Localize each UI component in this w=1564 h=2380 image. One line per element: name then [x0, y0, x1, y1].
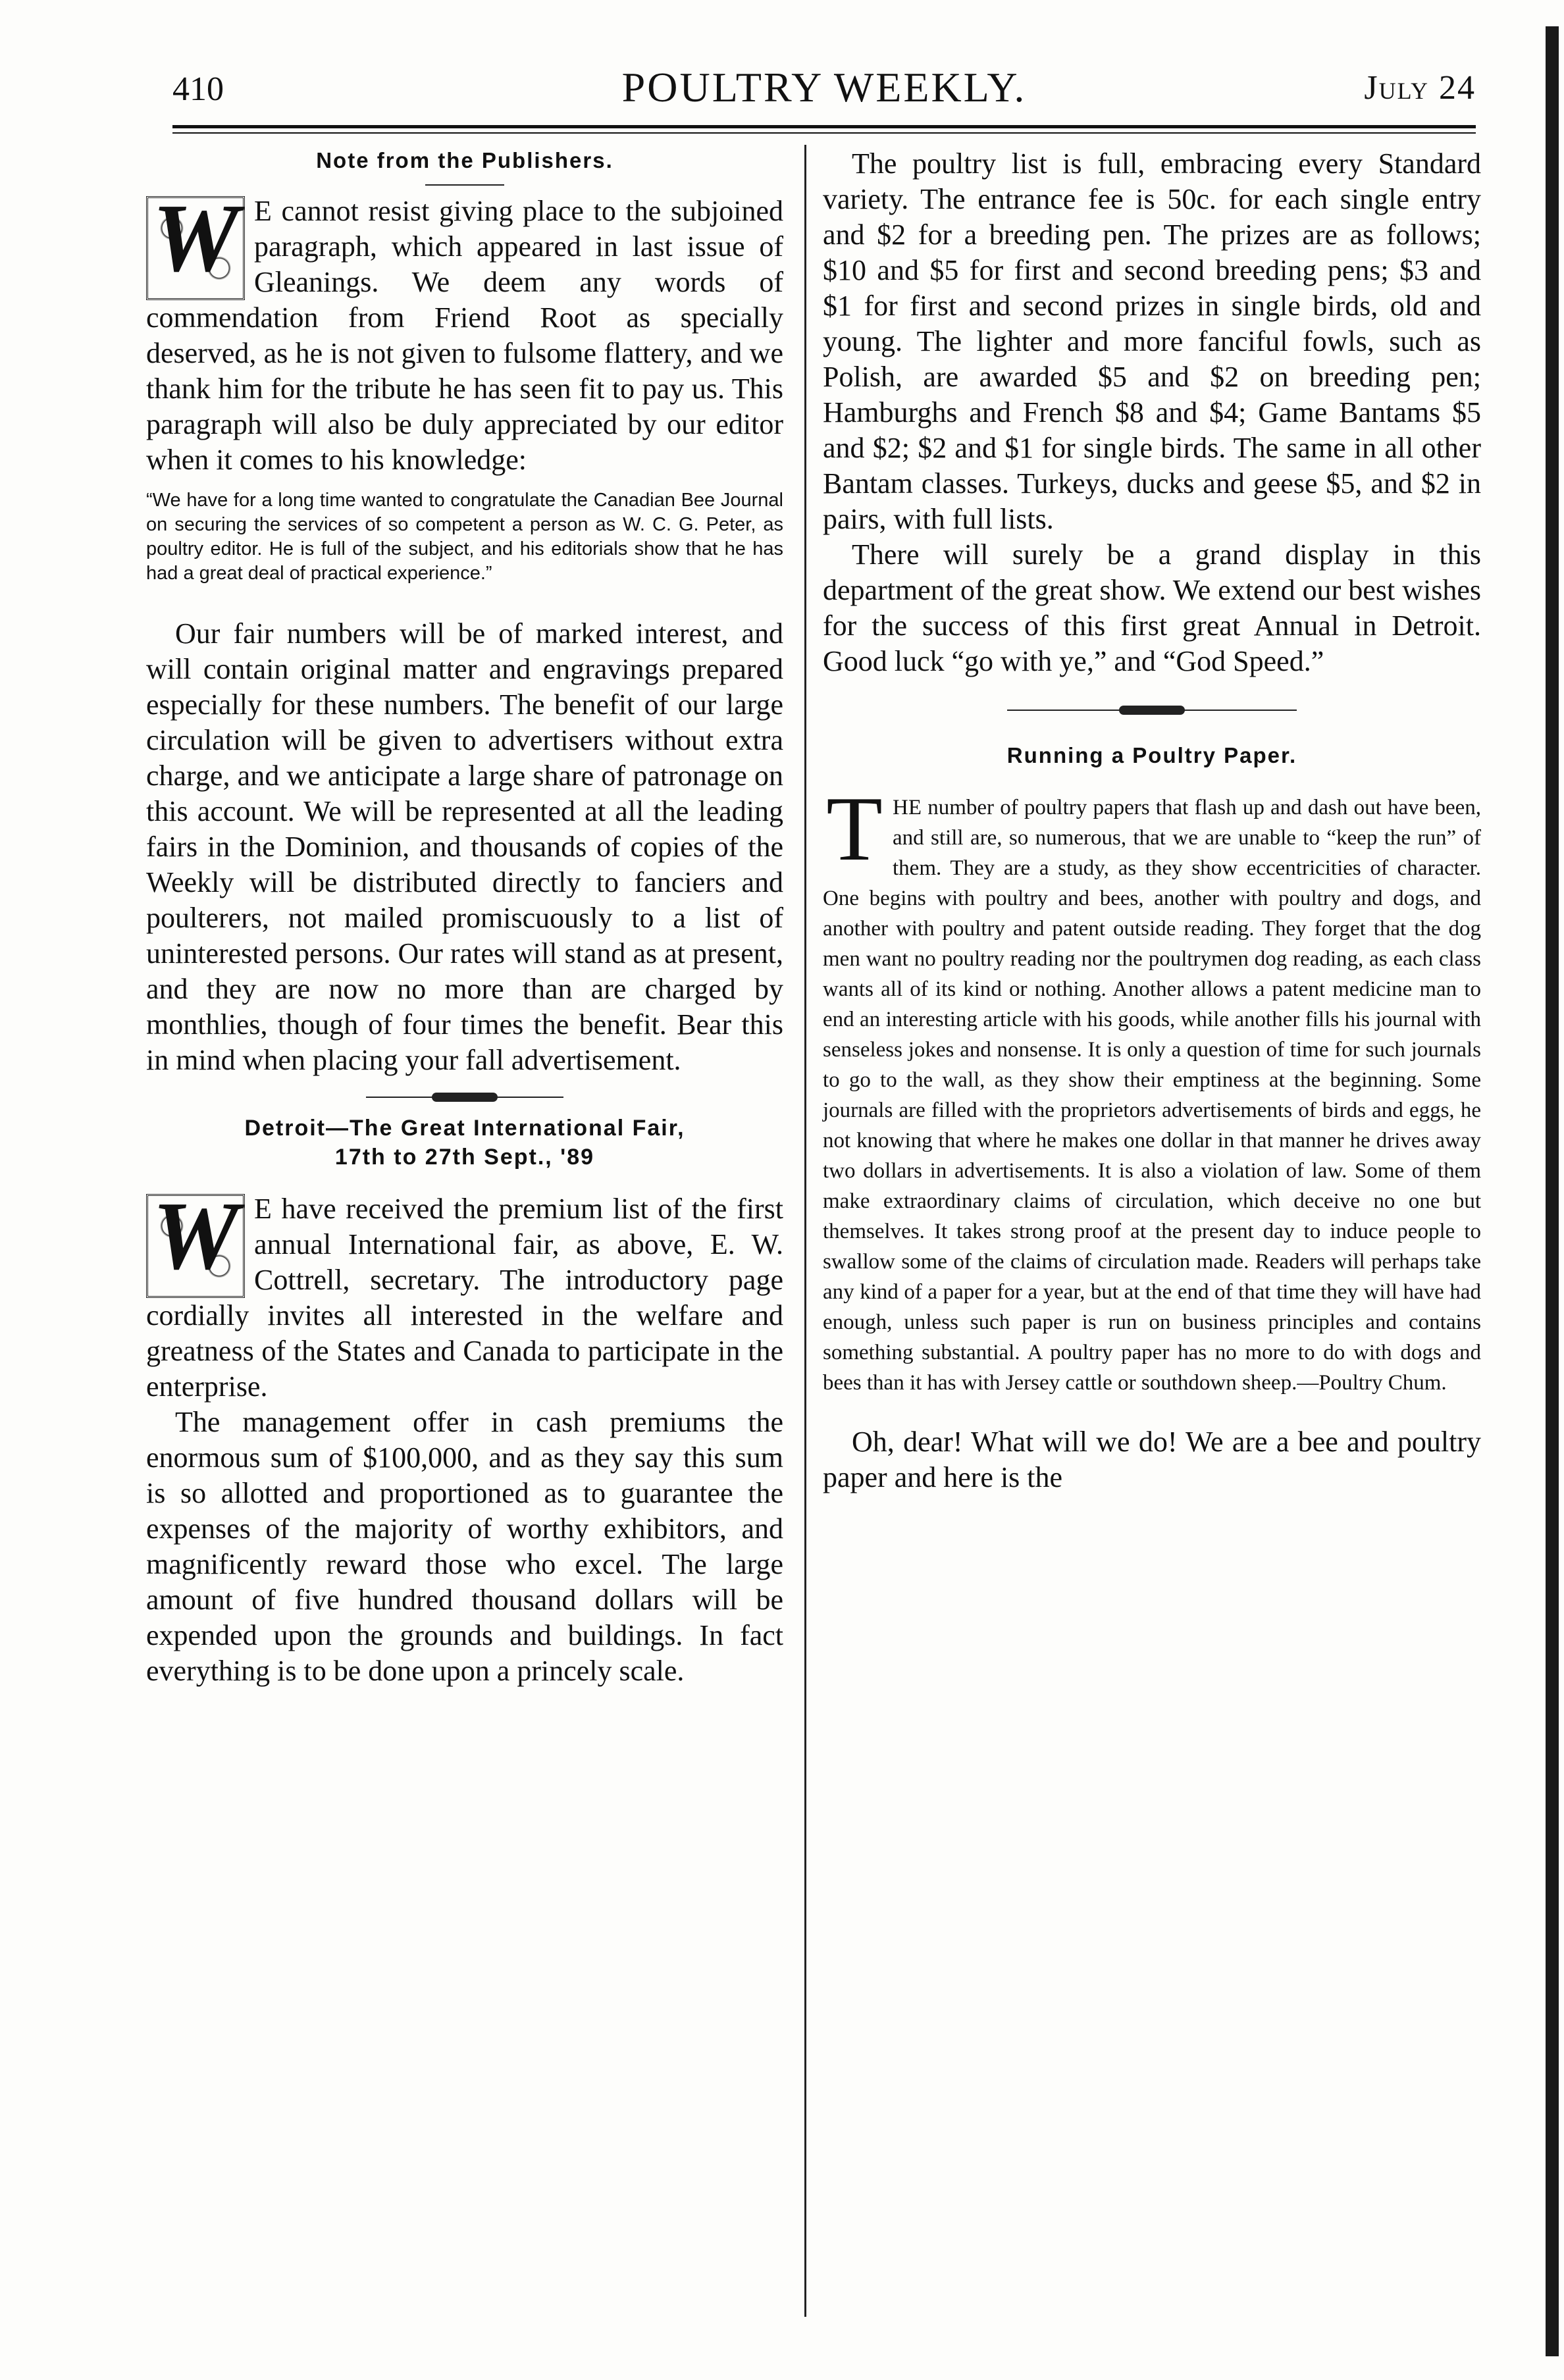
article-note-from-publishers — [146, 146, 783, 1078]
page-edge-shadow — [1546, 26, 1559, 2356]
heading-rule — [425, 184, 504, 186]
masthead — [172, 63, 1476, 116]
quoted-paragraph: “We have for a long time wanted to congratulate the Canadian Bee Journal on securing the services of so competent a person as W. C. G. Peter, as poultry editor. He is full of the subject, and his editorials show that he has had a great deal of practical experience.” — [146, 490, 783, 584]
header-rule-thick — [172, 125, 1476, 128]
dropcap: T — [826, 778, 883, 880]
article-paragraph: W E cannot resist giving place to the subjoined paragraph, which appeared in last issue of Gleanings. We deem any words of commendation from Friend Root as specially deserved, as he is not given to fulsome flattery, and we thank him for the tribute he has seen fit to pay us. This paragraph will also be duly appreciated by our editor when it comes to his knowledge: — [146, 184, 783, 476]
article-running-poultry-paper — [823, 741, 1481, 1398]
article-paragraph: W E have received the premium list of the first annual International fair, as above, E. W. Cottrell, secretary. The introductory page cordially invites all interested in the welfare and greatness of the States and Canada to participate in the enterprise. — [146, 1182, 783, 1403]
section-ornament — [366, 1093, 563, 1102]
article-paragraph: Our fair numbers will be of marked interest, and will contain original matter and engravings prepared especially for these numbers. The benefit of our large circulation will be given to advertisers without extra charge, and we anticipate a large share of patronage on this account. We will be represented at all the leading fairs in the Dominion, and thousands of copies of the Weekly will be distributed directly to fanciers and poulterers, not mailed promiscuously to a list of uninterested persons. Our rates will stand as at present, and they are now no more than are charged by monthlies, though of four times the benefit. Bear this in mind when placing your fall advertisement. — [146, 617, 783, 1076]
article-paragraph: The poultry list is full, embracing every Standard variety. The entrance fee is 50c. for each single entry and $2 for a breeding pen. The prizes are as follows; $10 and $5 for first and second breeding pens; $3 and $1 for first and second prizes in single birds, old and young. The lighter and more fanciful fowls, such as Polish, are awarded $5 and $2 on breeding pen; Hamburghs and French $8 and $4; Game Bantams $5 and $2; $2 and $1 for single birds. The same in all other Bantam classes. Turkeys, ducks and geese $5, and $2 in pairs, with full lists. — [823, 147, 1481, 535]
section-ornament — [1007, 706, 1297, 715]
article-heading: Detroit—The Great International Fair, — [244, 1116, 685, 1141]
left-column — [146, 146, 783, 1689]
page-number: 410 — [172, 70, 224, 108]
article-paragraph: There will surely be a grand display in this department of the great show. We extend our best wishes for the success of this first great Annual in Detroit. Good luck “go with ye,” and “God Speed.” — [823, 538, 1481, 677]
article-paragraph: Oh, dear! What will we do! We are a bee and poultry paper and here is the — [823, 1426, 1481, 1493]
column-divider — [804, 145, 806, 2317]
issue-date: July 24 — [1364, 69, 1476, 107]
article-body-small: THE number of poultry papers that flash up and dash out have been, and still are, so numerous, that we are unable to “keep the run” of them. They are a study, as they show eccentricities of character. One begins with poultry and bees, another with poultry and dogs, and another with poultry and patent outside reading. They forget that the dog men want no poultry reading nor the poultrymen dog reading, as each class wants all of its kind or nothing. Another allows a patent medicine man to end an interesting article with his goods, while another fills his journal with senseless jokes and nonsense. It is only a question of time for such journals to go to the wall, as they show their emptiness at the beginning. Some journals are filled with the proprietors advertisements of birds and eggs, he not knowing that where he makes one dollar in that manner he drives away two dollars in advertisements. It is also a violation of law. Some of them make extraordinary claims of circulation, which deceive no one but themselves. It takes strong proof at the present day to induce people to swallow some of the claims of circulation made. Readers will perhaps take any kind of a paper for a year, but at the end of that time they will have had enough, unless such paper is run on business principles and contains something substantial. A poultry paper has no more to do with dogs and bees than it has with Jersey cattle or southdown sheep.—Poultry Chum. — [823, 778, 1481, 1395]
ornamental-dropcap: W — [146, 1194, 245, 1298]
publication-title: POULTRY WEEKLY. — [621, 64, 1027, 111]
ornamental-dropcap: W — [146, 196, 245, 300]
right-column — [823, 146, 1481, 1495]
article-paragraph: The management offer in cash premiums the enormous sum of $100,000, and as they say this sum is so allotted and proportioned as to guarantee the expenses of the majority of worthy exhibitors, and magnificently reward those who excel. The large amount of five hundred thousand dollars will be expended upon the grounds and buildings. In fact everything is to be done upon a princely scale. — [146, 1406, 783, 1687]
article-detroit-fair — [146, 1114, 783, 1689]
header-rule-thin — [172, 132, 1476, 134]
article-heading: Running a Poultry Paper. — [1006, 743, 1297, 767]
article-heading: Note from the Publishers. — [316, 148, 613, 172]
article-subheading: 17th to 27th Sept., '89 — [334, 1145, 595, 1170]
